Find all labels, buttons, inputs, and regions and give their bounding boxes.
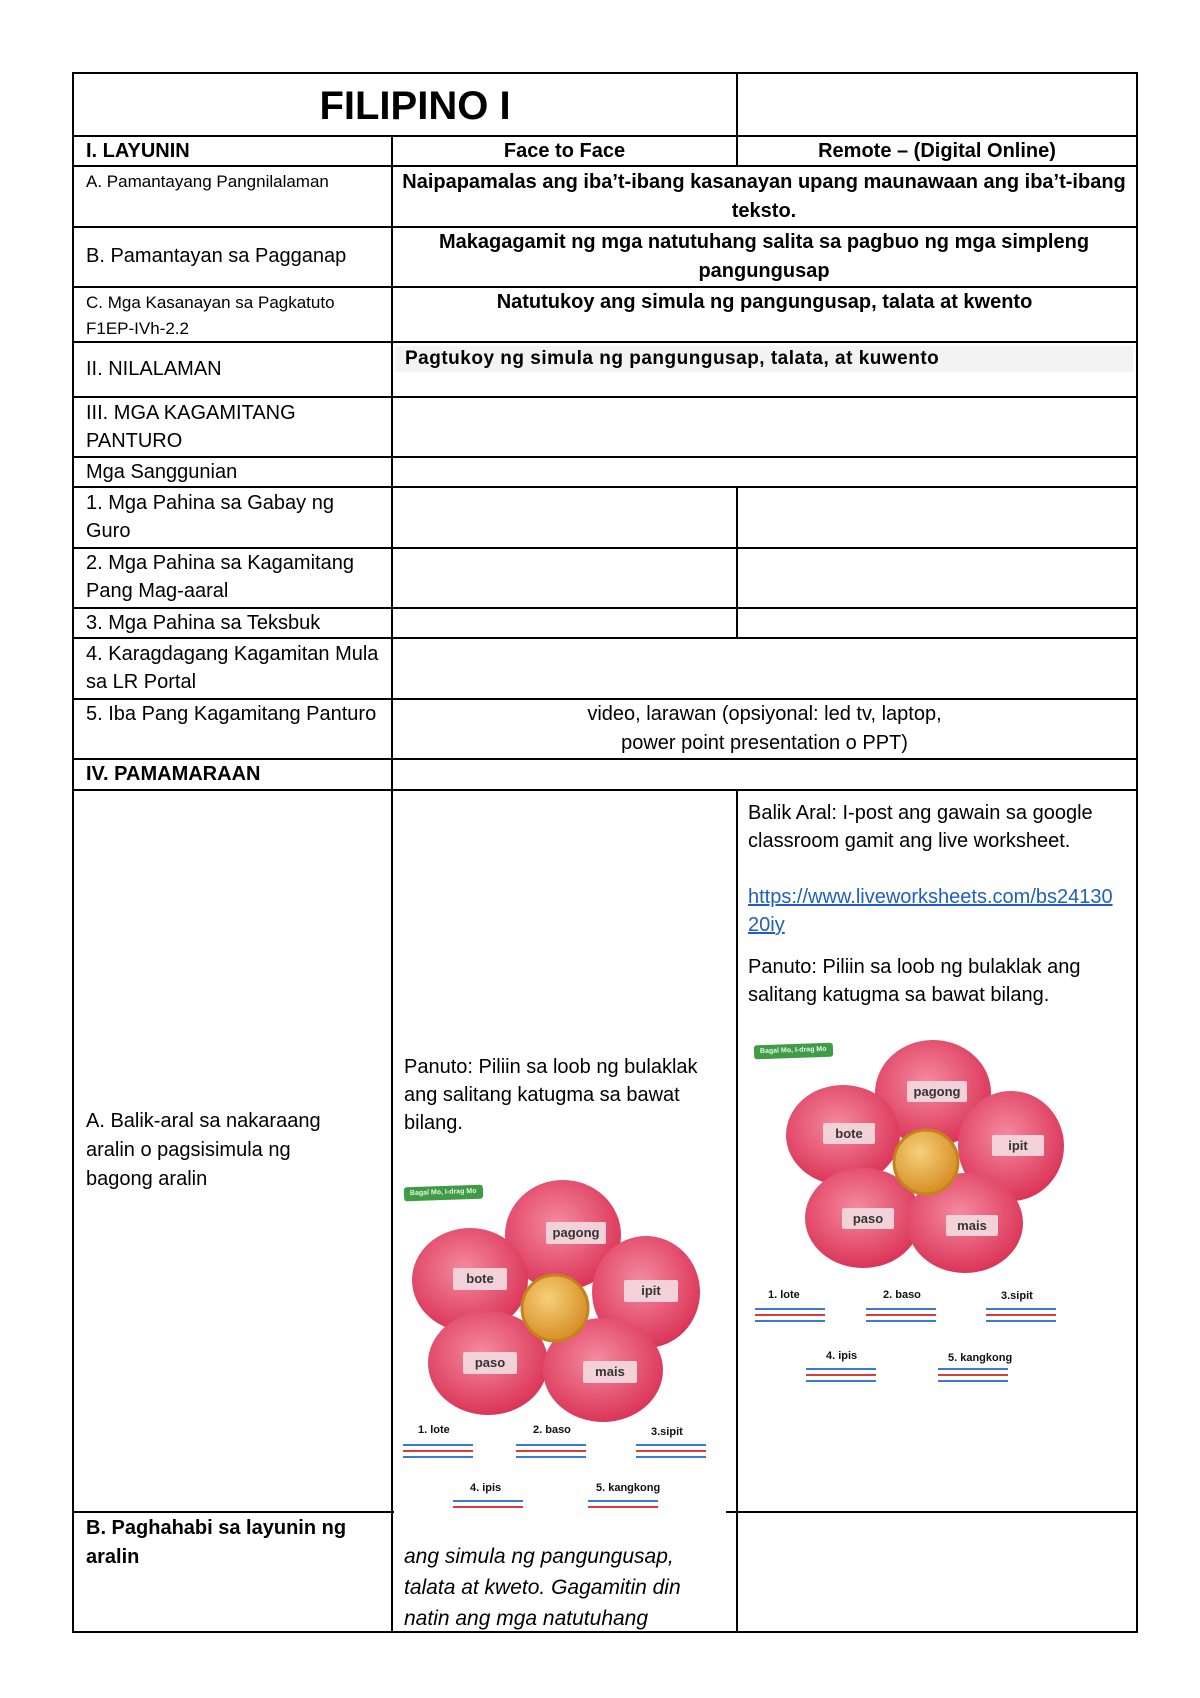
balik-f2f-instructions: Panuto: Piliin sa loob ng bulaklak ang salitang katugma sa bawat bilang. [404, 1056, 698, 1134]
answer-label-2: 2. baso [883, 1289, 921, 1301]
answer-label-4: 4. ipis [470, 1482, 502, 1494]
answer-line-5-red [588, 1506, 658, 1508]
answer-label-2: 2. baso [533, 1424, 571, 1436]
row-label-paghahabi: B. Paghahabi sa layunin ng aralin [86, 1517, 347, 1568]
answer-line-2-red [866, 1314, 936, 1316]
flower-worksheet-remote [748, 1038, 1066, 1398]
page-title: FILIPINO I [319, 84, 511, 128]
row-label-kagamitang-panturo: III. MGA KAGAMITANG PANTURO [86, 402, 296, 452]
petal-word-pagong[interactable]: pagong [546, 1222, 606, 1244]
row-value-iba-pang-kagamitan [393, 700, 1136, 758]
flower-illustration-remote [748, 1038, 1066, 1298]
petal-word-pagong[interactable]: pagong [907, 1081, 967, 1102]
petal-word-paso[interactable]: paso [463, 1352, 517, 1374]
answer-label-4: 4. ipis [826, 1350, 858, 1362]
flower-center [894, 1130, 958, 1194]
answer-line-3-blue [986, 1308, 1056, 1310]
row-label-teksbuk: 3. Mga Pahina sa Teksbuk [86, 612, 321, 634]
iba-value-line1: video, larawan (opsiyonal: led tv, laptop, [587, 703, 942, 725]
header-layunin: I. LAYUNIN [86, 140, 190, 162]
answer-label-5: 5. kangkong [596, 1482, 661, 1494]
answer-line-4-red [806, 1374, 876, 1376]
answer-line-2-blue [516, 1444, 586, 1446]
answer-line-1-red [403, 1450, 473, 1452]
answer-line-3-blue [636, 1444, 706, 1446]
answer-label-3: 3.sipit [651, 1426, 683, 1438]
answer-line-1-blue [755, 1308, 825, 1310]
answer-line-3-red [986, 1314, 1056, 1316]
petal-word-mais[interactable]: mais [946, 1215, 998, 1236]
row-label-iba-pang-kagamitan: 5. Iba Pang Kagamitang Panturo [86, 703, 377, 725]
answer-line-5-blue [938, 1368, 1008, 1370]
answer-line-3-blue2 [636, 1456, 706, 1458]
header-remote: Remote – (Digital Online) [818, 140, 1056, 162]
answer-line-4-red [453, 1506, 523, 1508]
row-label-nilalaman: II. NILALAMAN [86, 358, 222, 380]
row-label-kasanayan: C. Mga Kasanayan sa Pagkatuto F1EP-IVh-2.2 [86, 293, 335, 338]
petal-word-ipit[interactable]: ipit [992, 1135, 1044, 1156]
answer-line-1-red [755, 1314, 825, 1316]
row-label-sanggunian: Mga Sanggunian [86, 461, 238, 483]
answer-label-1: 1. lote [418, 1424, 450, 1436]
petal-word-mais[interactable]: mais [583, 1361, 637, 1383]
row-label-pamantayang-pangnilalaman: A. Pamantayang Pangnilalaman [86, 172, 329, 191]
row-value-nilalaman: Pagtukoy ng simula ng pangungusap, talata, at kuwento [395, 346, 1133, 372]
petal-word-bote[interactable]: bote [453, 1268, 507, 1290]
row-label-kagamitang-mag-aaral: 2. Mga Pahina sa Kagamitang Pang Mag-aaral [86, 552, 354, 602]
answer-line-4-blue2 [806, 1380, 876, 1382]
petal-word-bote[interactable]: bote [823, 1123, 875, 1144]
row-label-lr-portal: 4. Karagdagang Kagamitan Mula sa LR Portal [86, 643, 379, 693]
balik-remote-panuto: Panuto: Piliin sa loob ng bulaklak ang salitang katugma sa bawat bilang. [748, 956, 1081, 1006]
iba-value-line2: power point presentation o PPT) [621, 732, 908, 754]
answer-line-2-red [516, 1450, 586, 1452]
answer-line-4-blue [453, 1500, 523, 1502]
row-value-pamantayan-sa-pagganap: Makagagamit ng mga natutuhang salita sa pagbuo ng mga simpleng pangungusap [438, 231, 1090, 282]
row-value-kasanayan: Natutukoy ang simula ng pangungusap, talata at kwento [496, 291, 1033, 313]
answer-line-4-blue [806, 1368, 876, 1370]
answer-line-5-red [938, 1374, 1008, 1376]
answer-line-5-blue [588, 1500, 658, 1502]
answer-label-1: 1. lote [768, 1289, 800, 1301]
liveworksheet-link[interactable]: https://www.liveworksheets.com/bs2413020iy [748, 886, 1113, 936]
answer-line-3-blue2 [986, 1320, 1056, 1322]
answer-line-2-blue [866, 1308, 936, 1310]
row-label-pamantayan-sa-pagganap: B. Pamantayan sa Pagganap [86, 245, 347, 267]
answer-line-1-blue2 [403, 1456, 473, 1458]
answer-line-1-blue2 [755, 1320, 825, 1322]
flower-worksheet-f2f [398, 1180, 718, 1510]
answer-line-1-blue [403, 1444, 473, 1446]
petal-word-ipit[interactable]: ipit [624, 1280, 678, 1302]
petal-word-paso[interactable]: paso [842, 1208, 894, 1229]
answer-label-3: 3.sipit [1001, 1290, 1033, 1302]
worksheet-tag-remote: Bagal Mo, I-drag Mo [754, 1043, 833, 1060]
answer-line-3-red [636, 1450, 706, 1452]
answer-line-5-blue2 [938, 1380, 1008, 1382]
row-label-balik-aral: A. Balik-aral sa nakaraang aralin o pagsisimula ng bagong aralin [86, 1110, 321, 1190]
row-label-pamamaraan: IV. PAMAMARAAN [86, 763, 261, 785]
flower-center [522, 1275, 588, 1341]
worksheet-tag: Bagal Mo, I-drag Mo [404, 1185, 483, 1202]
row-value-pamantayang-pangnilalaman: Naipapamalas ang iba’t-ibang kasanayan upang maunawaan ang iba’t-ibang teksto. [402, 171, 1126, 222]
balik-remote-intro: Balik Aral: I-post ang gawain sa google classroom gamit ang live worksheet. [748, 802, 1093, 852]
header-face-to-face: Face to Face [503, 140, 626, 162]
row-label-gabay-ng-guro: 1. Mga Pahina sa Gabay ng Guro [86, 492, 334, 542]
answer-line-2-blue2 [866, 1320, 936, 1322]
answer-line-2-blue2 [516, 1456, 586, 1458]
answer-label-5: 5. kangkong [948, 1352, 1013, 1364]
paghahabi-f2f-text: ang simula ng pangungusap, talata at kweto. Gagamitin din natin ang mga natutuhang [404, 1545, 681, 1630]
